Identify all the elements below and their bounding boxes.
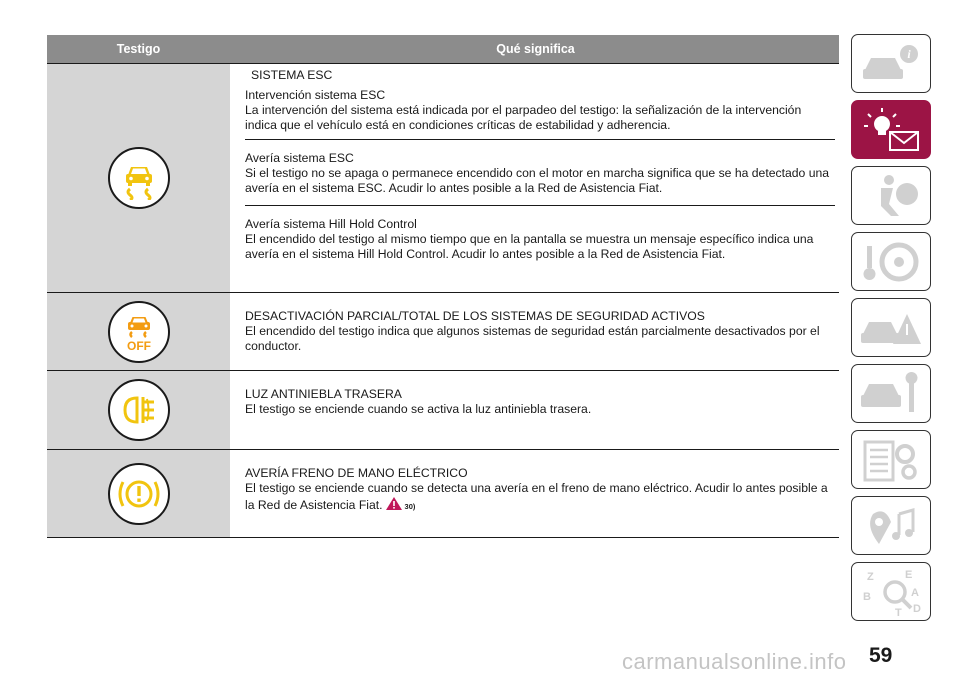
icon-cell: [47, 450, 230, 537]
key-steering-wheel-icon: [859, 238, 923, 286]
car-info-icon: [859, 42, 923, 86]
row-title: SISTEMA ESC: [251, 68, 333, 82]
table-row: [47, 450, 839, 538]
row-description: [230, 293, 839, 370]
icon-cell: [47, 371, 230, 449]
row-description: [230, 371, 839, 449]
tab-car-info[interactable]: [851, 34, 931, 93]
svg-text:A: A: [911, 586, 919, 599]
section-text: La intervención del sistema está indicada por el parpadeo del testigo: la señalización de la intervención indica que el vehículo está en condiciones críticas de estabilidad y adherencia.: [245, 103, 802, 132]
warning-lights-table: [47, 35, 839, 538]
table-row: [47, 371, 839, 450]
tab-warning-lights[interactable]: [851, 100, 931, 159]
svg-text:Z: Z: [867, 570, 874, 583]
chapter-tabs: [851, 34, 931, 628]
section-heading: Intervención sistema ESC: [245, 88, 386, 102]
car-emergency-icon: [859, 304, 923, 352]
table-row: [47, 293, 839, 371]
multimedia-icon: [859, 502, 923, 550]
row-title: LUZ ANTINIEBLA TRASERA: [245, 387, 402, 401]
tab-technical-data[interactable]: [851, 430, 931, 489]
airbag-seat-icon: [859, 172, 923, 220]
row-title: AVERÍA FRENO DE MANO ELÉCTRICO: [245, 466, 468, 480]
tab-safety[interactable]: [851, 166, 931, 225]
tab-maintenance[interactable]: [851, 364, 931, 423]
table-header: [47, 35, 839, 63]
table-row: [47, 63, 839, 293]
svg-text:D: D: [913, 602, 921, 615]
row-description: [230, 450, 839, 537]
row-text: El testigo se enciende cuando se detecta una avería en el freno de mano eléctrico. Acudir lo antes posible a la Red de Asistencia Fiat.: [245, 481, 828, 512]
warning-triangle-icon: [385, 496, 403, 515]
row-title: DESACTIVACIÓN PARCIAL/TOTAL DE LOS SISTEMAS DE SEGURIDAD ACTIVOS: [245, 309, 705, 323]
section-text: Si el testigo no se apaga o permanece encendido con el motor en marcha significa que se ha detectado una avería en el sistema ESC. Acudir lo antes posible a la Red de Asistencia Fiat.: [245, 166, 830, 195]
svg-text:i: i: [907, 46, 911, 61]
section-text: El encendido del testigo al mismo tiempo que en la pantalla se muestra un mensaje específico indica una avería en el sistema Hill Hold Control. Acudir lo antes posible a la Red de Asistencia Fiat.: [245, 232, 814, 261]
row-text: El testigo se enciende cuando se activa la luz antiniebla trasera.: [245, 402, 592, 416]
tab-emergency[interactable]: [851, 298, 931, 357]
section-heading: Avería sistema ESC: [245, 151, 354, 165]
svg-text:T: T: [895, 606, 902, 618]
rear-fog-light-icon: [108, 379, 170, 441]
watermark: carmanualsonline.info: [622, 649, 847, 674]
note-reference: 30): [404, 502, 416, 511]
page-number: 59: [869, 644, 893, 667]
tab-starting-driving[interactable]: [851, 232, 931, 291]
esc-off-icon: [108, 301, 170, 363]
tab-index[interactable]: [851, 562, 931, 621]
row-text-block: [245, 481, 835, 515]
section-heading: Avería sistema Hill Hold Control: [245, 217, 417, 231]
alphabetical-index-icon: [859, 566, 923, 618]
tab-multimedia[interactable]: [851, 496, 931, 555]
icon-cell: [47, 293, 230, 370]
electric-parking-brake-icon: [108, 463, 170, 525]
row-text: El encendido del testigo indica que algunos sistemas de seguridad están parcialmente desactivados por el conductor.: [245, 324, 820, 353]
icon-cell: [47, 64, 230, 292]
svg-text:B: B: [863, 590, 871, 603]
header-testigo: Testigo: [116, 42, 161, 56]
warning-light-message-icon: [856, 106, 926, 154]
svg-text:E: E: [905, 568, 913, 581]
technical-data-gear-icon: [859, 436, 923, 484]
car-maintenance-icon: [859, 370, 923, 418]
header-que-significa: Qué significa: [496, 42, 575, 56]
row-description: [230, 64, 839, 292]
esc-off-label: OFF: [126, 338, 151, 353]
esc-skid-icon: [108, 147, 170, 209]
